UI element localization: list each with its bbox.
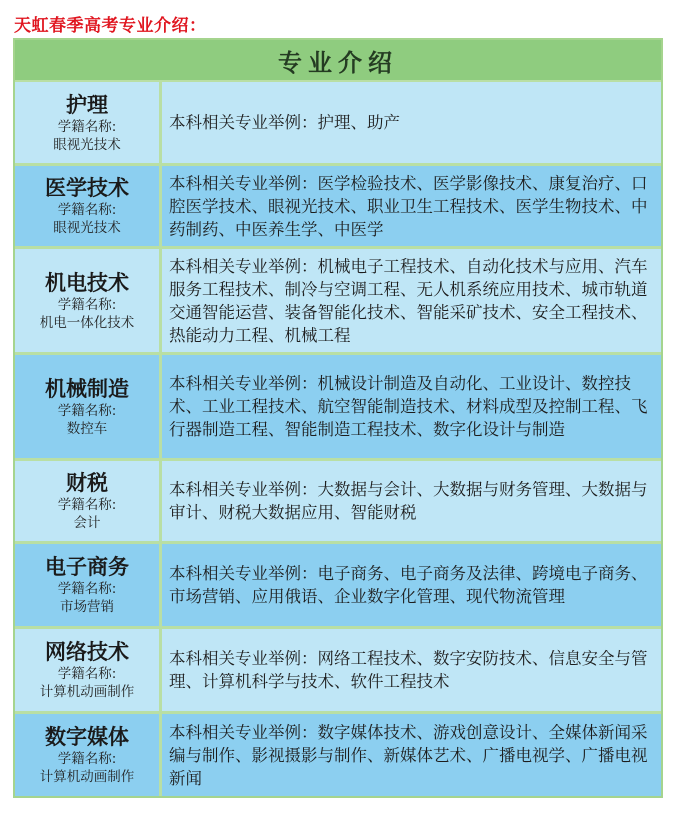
major-description: 本科相关专业举例：机械电子工程技术、自动化技术与应用、汽车服务工程技术、制冷与空调工程、无人机系统应用技术、城市轨道交通智能运营、装备智能化技术、智能采矿技术、安全工程技术、热能动力工程、机械工程	[162, 249, 661, 352]
major-name: 财税	[66, 471, 108, 495]
registration-label: 学籍名称:	[57, 666, 117, 682]
registration-label: 学籍名称:	[57, 296, 117, 313]
table-row	[15, 82, 661, 163]
major-cell	[15, 82, 159, 163]
major-cell	[15, 249, 159, 352]
major-description: 本科相关专业举例：数字媒体技术、游戏创意设计、全媒体新闻采编与制作、影视摄影与制作、新媒体艺术、广播电视学、广播电视新闻	[162, 714, 661, 796]
majors-table	[13, 38, 663, 798]
table-row	[15, 541, 661, 626]
table-rows	[15, 82, 661, 796]
major-description: 本科相关专业举例：护理、助产	[162, 82, 661, 163]
major-cell	[15, 714, 159, 796]
registration-value: 计算机动画制作	[39, 769, 135, 785]
table-row	[15, 458, 661, 541]
registration-value: 计算机动画制作	[39, 684, 135, 700]
major-cell	[15, 461, 159, 541]
major-description: 本科相关专业举例：医学检验技术、医学影像技术、康复治疗、口腔医学技术、眼视光技术、职业卫生工程技术、医学生物技术、中药制药、中医养生学、中医学	[162, 166, 661, 246]
major-description: 本科相关专业举例：机械设计制造及自动化、工业设计、数控技术、工业工程技术、航空智能制造技术、材料成型及控制工程、飞行器制造工程、智能制造工程技术、数字化设计与制造	[162, 355, 661, 458]
registration-value: 市场营销	[60, 599, 114, 615]
major-name: 医学技术	[45, 176, 129, 200]
major-name: 机电技术	[45, 270, 129, 295]
registration-value: 机电一体化技术	[39, 314, 135, 331]
major-name: 电子商务	[45, 555, 129, 579]
major-description: 本科相关专业举例：电子商务、电子商务及法律、跨境电子商务、市场营销、应用俄语、企业数字化管理、现代物流管理	[162, 544, 661, 626]
table-row	[15, 626, 661, 711]
major-name: 机械制造	[45, 376, 129, 401]
major-name: 护理	[66, 92, 108, 117]
registration-value: 眼视光技术	[53, 220, 121, 236]
registration-value: 数控车	[66, 420, 108, 437]
table-row	[15, 352, 661, 458]
table-header: 专业介绍	[15, 40, 661, 82]
table-row	[15, 163, 661, 246]
major-cell	[15, 629, 159, 711]
registration-label: 学籍名称:	[57, 402, 117, 419]
registration-label: 学籍名称:	[57, 118, 117, 135]
major-cell	[15, 544, 159, 626]
major-description: 本科相关专业举例：网络工程技术、数字安防技术、信息安全与管理、计算机科学与技术、软件工程技术	[162, 629, 661, 711]
major-description: 本科相关专业举例：大数据与会计、大数据与财务管理、大数据与审计、财税大数据应用、智能财税	[162, 461, 661, 541]
table-row	[15, 711, 661, 796]
major-cell	[15, 166, 159, 246]
registration-label: 学籍名称:	[57, 497, 117, 513]
page-title: 天虹春季高考专业介绍：	[14, 16, 207, 36]
registration-label: 学籍名称:	[57, 581, 117, 597]
major-name: 数字媒体	[45, 725, 129, 749]
major-cell	[15, 355, 159, 458]
registration-value: 眼视光技术	[53, 136, 121, 153]
major-name: 网络技术	[45, 640, 129, 664]
table-row	[15, 246, 661, 352]
registration-label: 学籍名称:	[57, 202, 117, 218]
registration-value: 会计	[73, 515, 101, 531]
registration-label: 学籍名称:	[57, 751, 117, 767]
